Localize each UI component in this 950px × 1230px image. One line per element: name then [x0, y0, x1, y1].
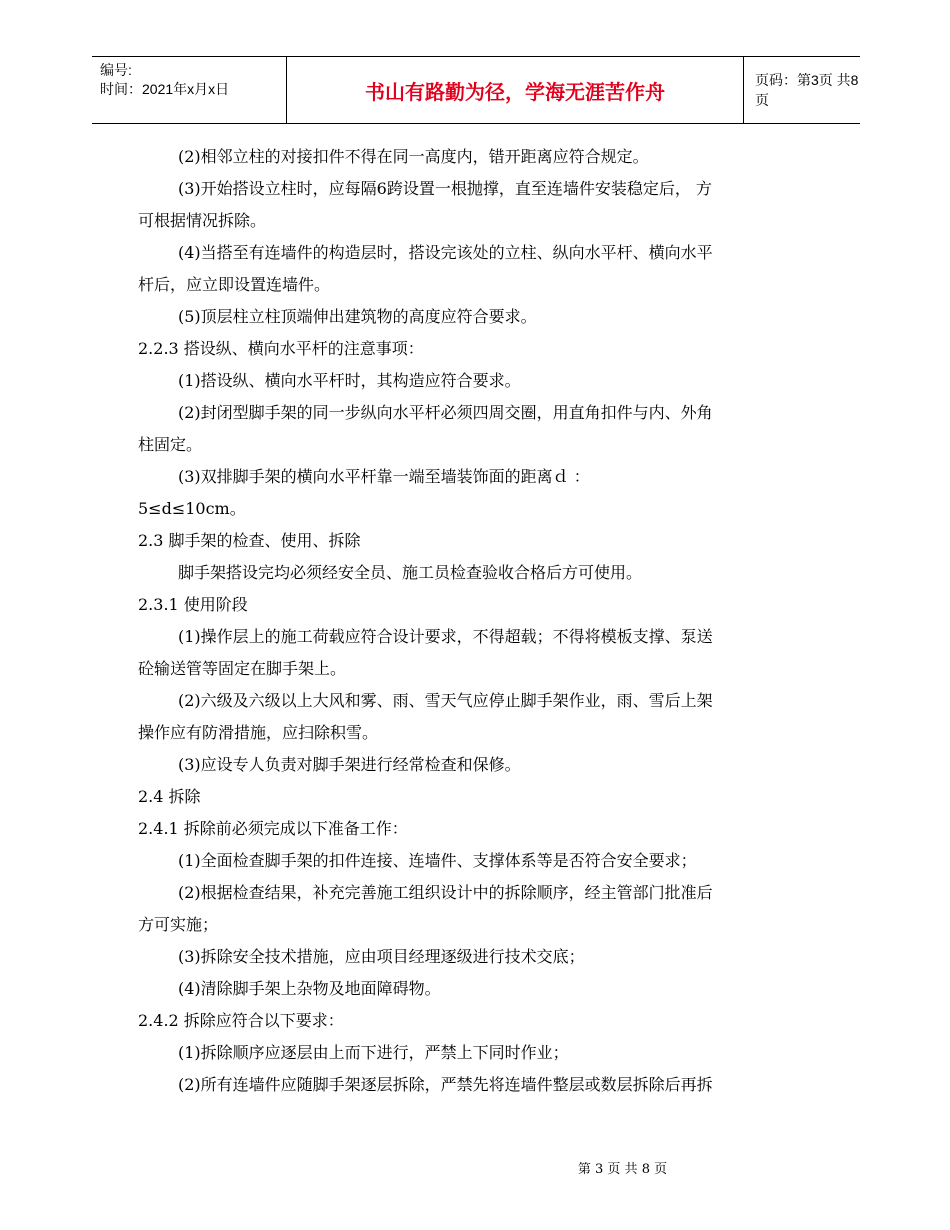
page-footer: [0, 1158, 950, 1177]
text-line: 杆后，应立即设置连墙件。: [138, 275, 331, 294]
text-line: (3)拆除安全技术措施，应由项目经理逐级进行技术交底；: [178, 947, 585, 966]
document-time-label: 时间：2021年x月x日: [100, 81, 230, 97]
text-line: 方可实施；: [138, 915, 219, 934]
text-line: (1)搭设纵、横向水平杆时，其构造应符合要求。: [178, 371, 521, 390]
text-line: (1)全面检查脚手架的扣件连接、连墙件、支撑体系等是否符合安全要求；: [178, 851, 697, 870]
text-line: (2)相邻立柱的对接扣件不得在同一高度内，错开距离应符合规定。: [178, 147, 649, 166]
text-line: (2)所有连墙件应随脚手架逐层拆除，严禁先将连墙件整层或数层拆除后再拆: [178, 1075, 713, 1094]
text-line: (5)顶层柱立柱顶端伸出建筑物的高度应符合要求。: [178, 307, 537, 326]
text-line: (1)拆除顺序应逐层由上而下进行，严禁上下同时作业；: [178, 1043, 569, 1062]
text-line: 2.4.1 拆除前必须完成以下准备工作：: [138, 819, 408, 838]
text-line: 脚手架搭设完均必须经安全员、施工员检查验收合格后方可使用。: [178, 563, 643, 582]
document-number-label: 编号:: [100, 62, 132, 78]
text-line: (3)应设专人负责对脚手架进行经常检查和保修。: [178, 755, 521, 774]
text-line: (3)开始搭设立柱时，应每隔6跨设置一根抛撑，直至连墙件安装稳定后， 方: [178, 179, 712, 198]
text-line: 2.4.2 拆除应符合以下要求：: [138, 1011, 344, 1030]
header-page-info: 页码：第3页 共8页: [755, 72, 859, 108]
text-line: 柱固定。: [138, 435, 203, 454]
text-line: 砼输送管等固定在脚手架上。: [138, 659, 347, 678]
text-line: 2.3.1 使用阶段: [138, 595, 248, 614]
text-line: (4)清除脚手架上杂物及地面障碍物。: [178, 979, 441, 998]
text-line: 2.3 脚手架的检查、使用、拆除: [138, 531, 361, 550]
text-line: (1)操作层上的施工荷载应符合设计要求，不得超载；不得将模板支撑、泵送: [178, 627, 713, 646]
text-line: (2)六级及六级以上大风和雾、雨、雪天气应停止脚手架作业，雨、雪后上架: [178, 691, 713, 710]
text-line: 2.4 拆除: [138, 787, 201, 806]
page-header: [92, 56, 860, 124]
text-line: 5≤d≤10cm。: [138, 499, 246, 518]
document-body: [138, 141, 814, 1101]
text-line: (4)当搭至有连墙件的构造层时，搭设完该处的立柱、纵向水平杆、横向水平: [178, 243, 713, 262]
text-line: 操作应有防滑措施，应扫除积雪。: [138, 723, 379, 742]
text-line: (2)封闭型脚手架的同一步纵向水平杆必须四周交圈，用直角扣件与内、外角: [178, 403, 713, 422]
header-meta: [100, 61, 286, 99]
text-line: (3)双排脚手架的横向水平杆靠一端至墙装饰面的距离ｄ ：: [178, 467, 590, 486]
text-line: 2.2.3 搭设纵、横向水平杆的注意事项：: [138, 339, 424, 358]
footer-page-number: 第 3 页 共 8 页: [577, 1162, 668, 1177]
text-line: 可根据情况拆除。: [138, 211, 267, 230]
text-line: (2)根据检查结果，补充完善施工组织设计中的拆除顺序，经主管部门批准后: [178, 883, 713, 902]
header-motto: 书山有路勤为径，学海无涯苦作舟: [286, 57, 744, 123]
